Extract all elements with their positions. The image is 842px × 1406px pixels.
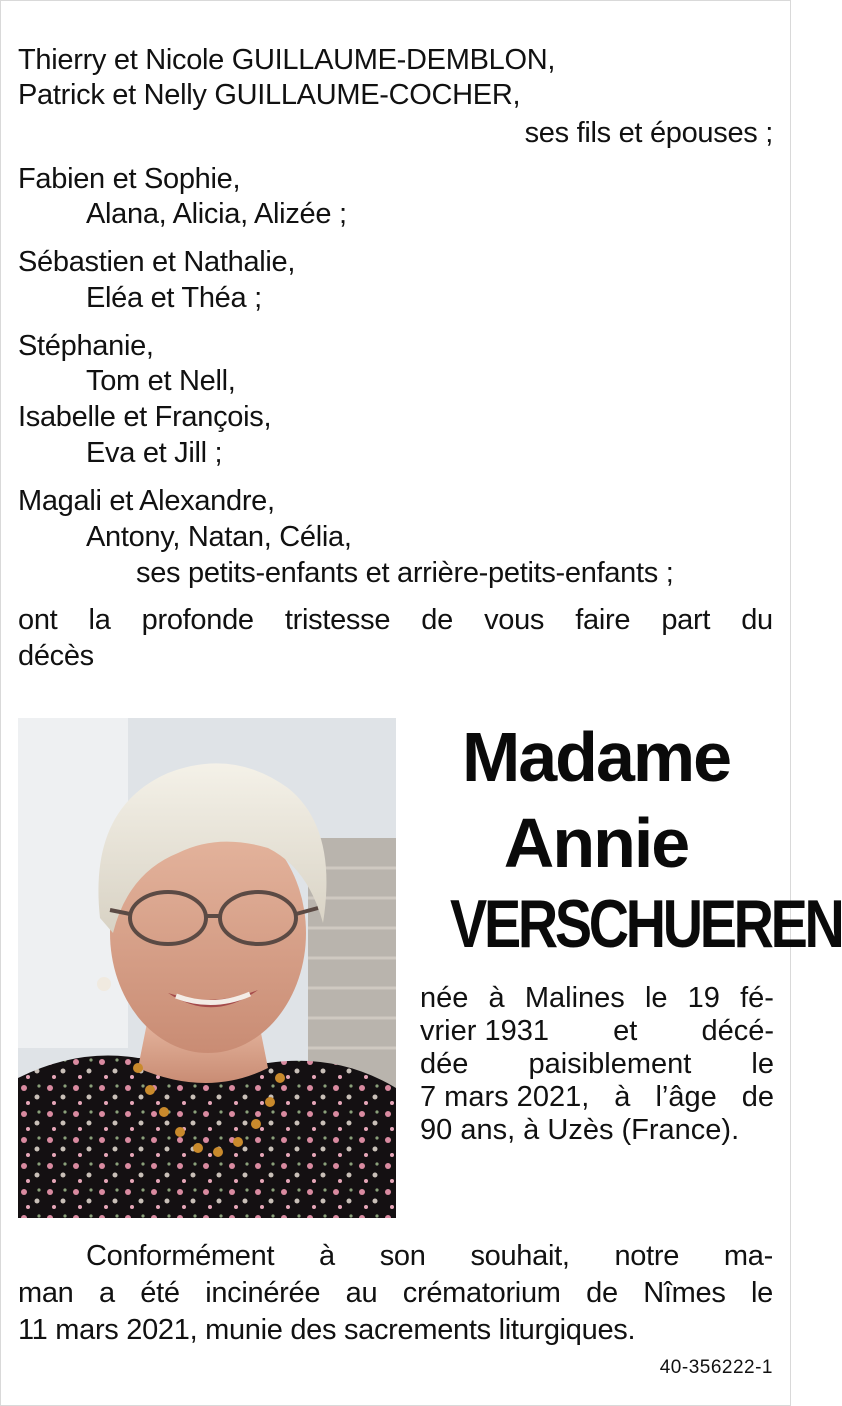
word: vous: [484, 604, 545, 636]
word: décé-: [701, 1015, 774, 1047]
family-line: Thierry et Nicole GUILLAUME-DEMBLON,: [18, 44, 556, 76]
word: fé-: [740, 982, 774, 1014]
family-line: ses fils et épouses ;: [524, 117, 773, 149]
word: le: [751, 1048, 774, 1080]
announcement-line-2: décès: [18, 640, 94, 672]
word: faire: [575, 604, 631, 636]
family-line: Fabien et Sophie,: [18, 163, 241, 195]
word: 19: [687, 982, 720, 1014]
word: au: [345, 1277, 378, 1309]
word: souhait,: [470, 1240, 570, 1272]
bio-line: [420, 1015, 774, 1048]
word: et: [613, 1015, 638, 1047]
closing-line-3: 11 mars 2021, munie des sacrements liturgiques.: [18, 1314, 636, 1346]
word: du: [741, 604, 773, 636]
family-line: Eva et Jill ;: [86, 437, 223, 469]
bio-line: [420, 982, 774, 1015]
family-line: Antony, Natan, Célia,: [86, 521, 352, 553]
word: le: [751, 1277, 773, 1309]
word: 7 mars 2021,: [420, 1081, 590, 1113]
word: part: [661, 604, 711, 636]
word: ont: [18, 604, 58, 636]
word: notre: [614, 1240, 680, 1272]
word: à: [614, 1081, 631, 1113]
word: man: [18, 1277, 74, 1309]
word: incinérée: [205, 1277, 321, 1309]
word: le: [644, 982, 668, 1014]
word: de: [421, 604, 453, 636]
family-line: Sébastien et Nathalie,: [18, 246, 296, 278]
word: l’âge: [655, 1081, 717, 1113]
word: crématorium: [402, 1277, 561, 1309]
family-line: Stéphanie,: [18, 330, 154, 362]
word: tristesse: [284, 604, 391, 636]
family-line: Alana, Alicia, Alizée ;: [86, 198, 347, 230]
biography: [420, 982, 774, 1147]
deceased-title: Madame: [461, 718, 731, 796]
word: la: [88, 604, 111, 636]
notice-reference: 40-356222-1: [659, 1357, 773, 1378]
word: dée: [420, 1048, 469, 1080]
family-line: Isabelle et François,: [18, 401, 272, 433]
family-line: Eléa et Théa ;: [86, 282, 262, 314]
word: à: [319, 1240, 335, 1272]
word: de: [741, 1081, 774, 1113]
closing-line: [18, 1277, 773, 1309]
word: née: [420, 982, 469, 1014]
word: été: [140, 1277, 180, 1309]
word: profonde: [141, 604, 254, 636]
announcement-line: [18, 604, 773, 636]
word: paisiblement: [528, 1048, 692, 1080]
word: à: [488, 982, 505, 1014]
family-line: ses petits-enfants et arrière-petits-enfants ;: [136, 557, 674, 589]
family-line: Magali et Alexandre,: [18, 485, 275, 517]
portrait-illustration: [18, 718, 396, 1218]
word: vrier 1931: [420, 1015, 549, 1047]
bio-line: [420, 1048, 774, 1081]
deceased-first-name: Annie: [503, 804, 689, 882]
deceased-last-name: VERSCHUEREN: [450, 886, 842, 962]
family-line: Patrick et Nelly GUILLAUME-COCHER,: [18, 79, 521, 111]
bio-line: [420, 1081, 774, 1114]
bio-line: [420, 1114, 774, 1147]
word: son: [379, 1240, 426, 1272]
word: 90 ans, à Uzès (France).: [420, 1114, 740, 1146]
word: a: [98, 1277, 115, 1309]
word: Malines: [524, 982, 625, 1014]
word: de: [586, 1277, 618, 1309]
word: ma-: [723, 1240, 773, 1272]
closing-line: [86, 1240, 773, 1272]
word: Conformément: [86, 1240, 275, 1272]
family-line: Tom et Nell,: [86, 365, 236, 397]
portrait-photo: [18, 718, 396, 1218]
word: Nîmes: [643, 1277, 726, 1309]
